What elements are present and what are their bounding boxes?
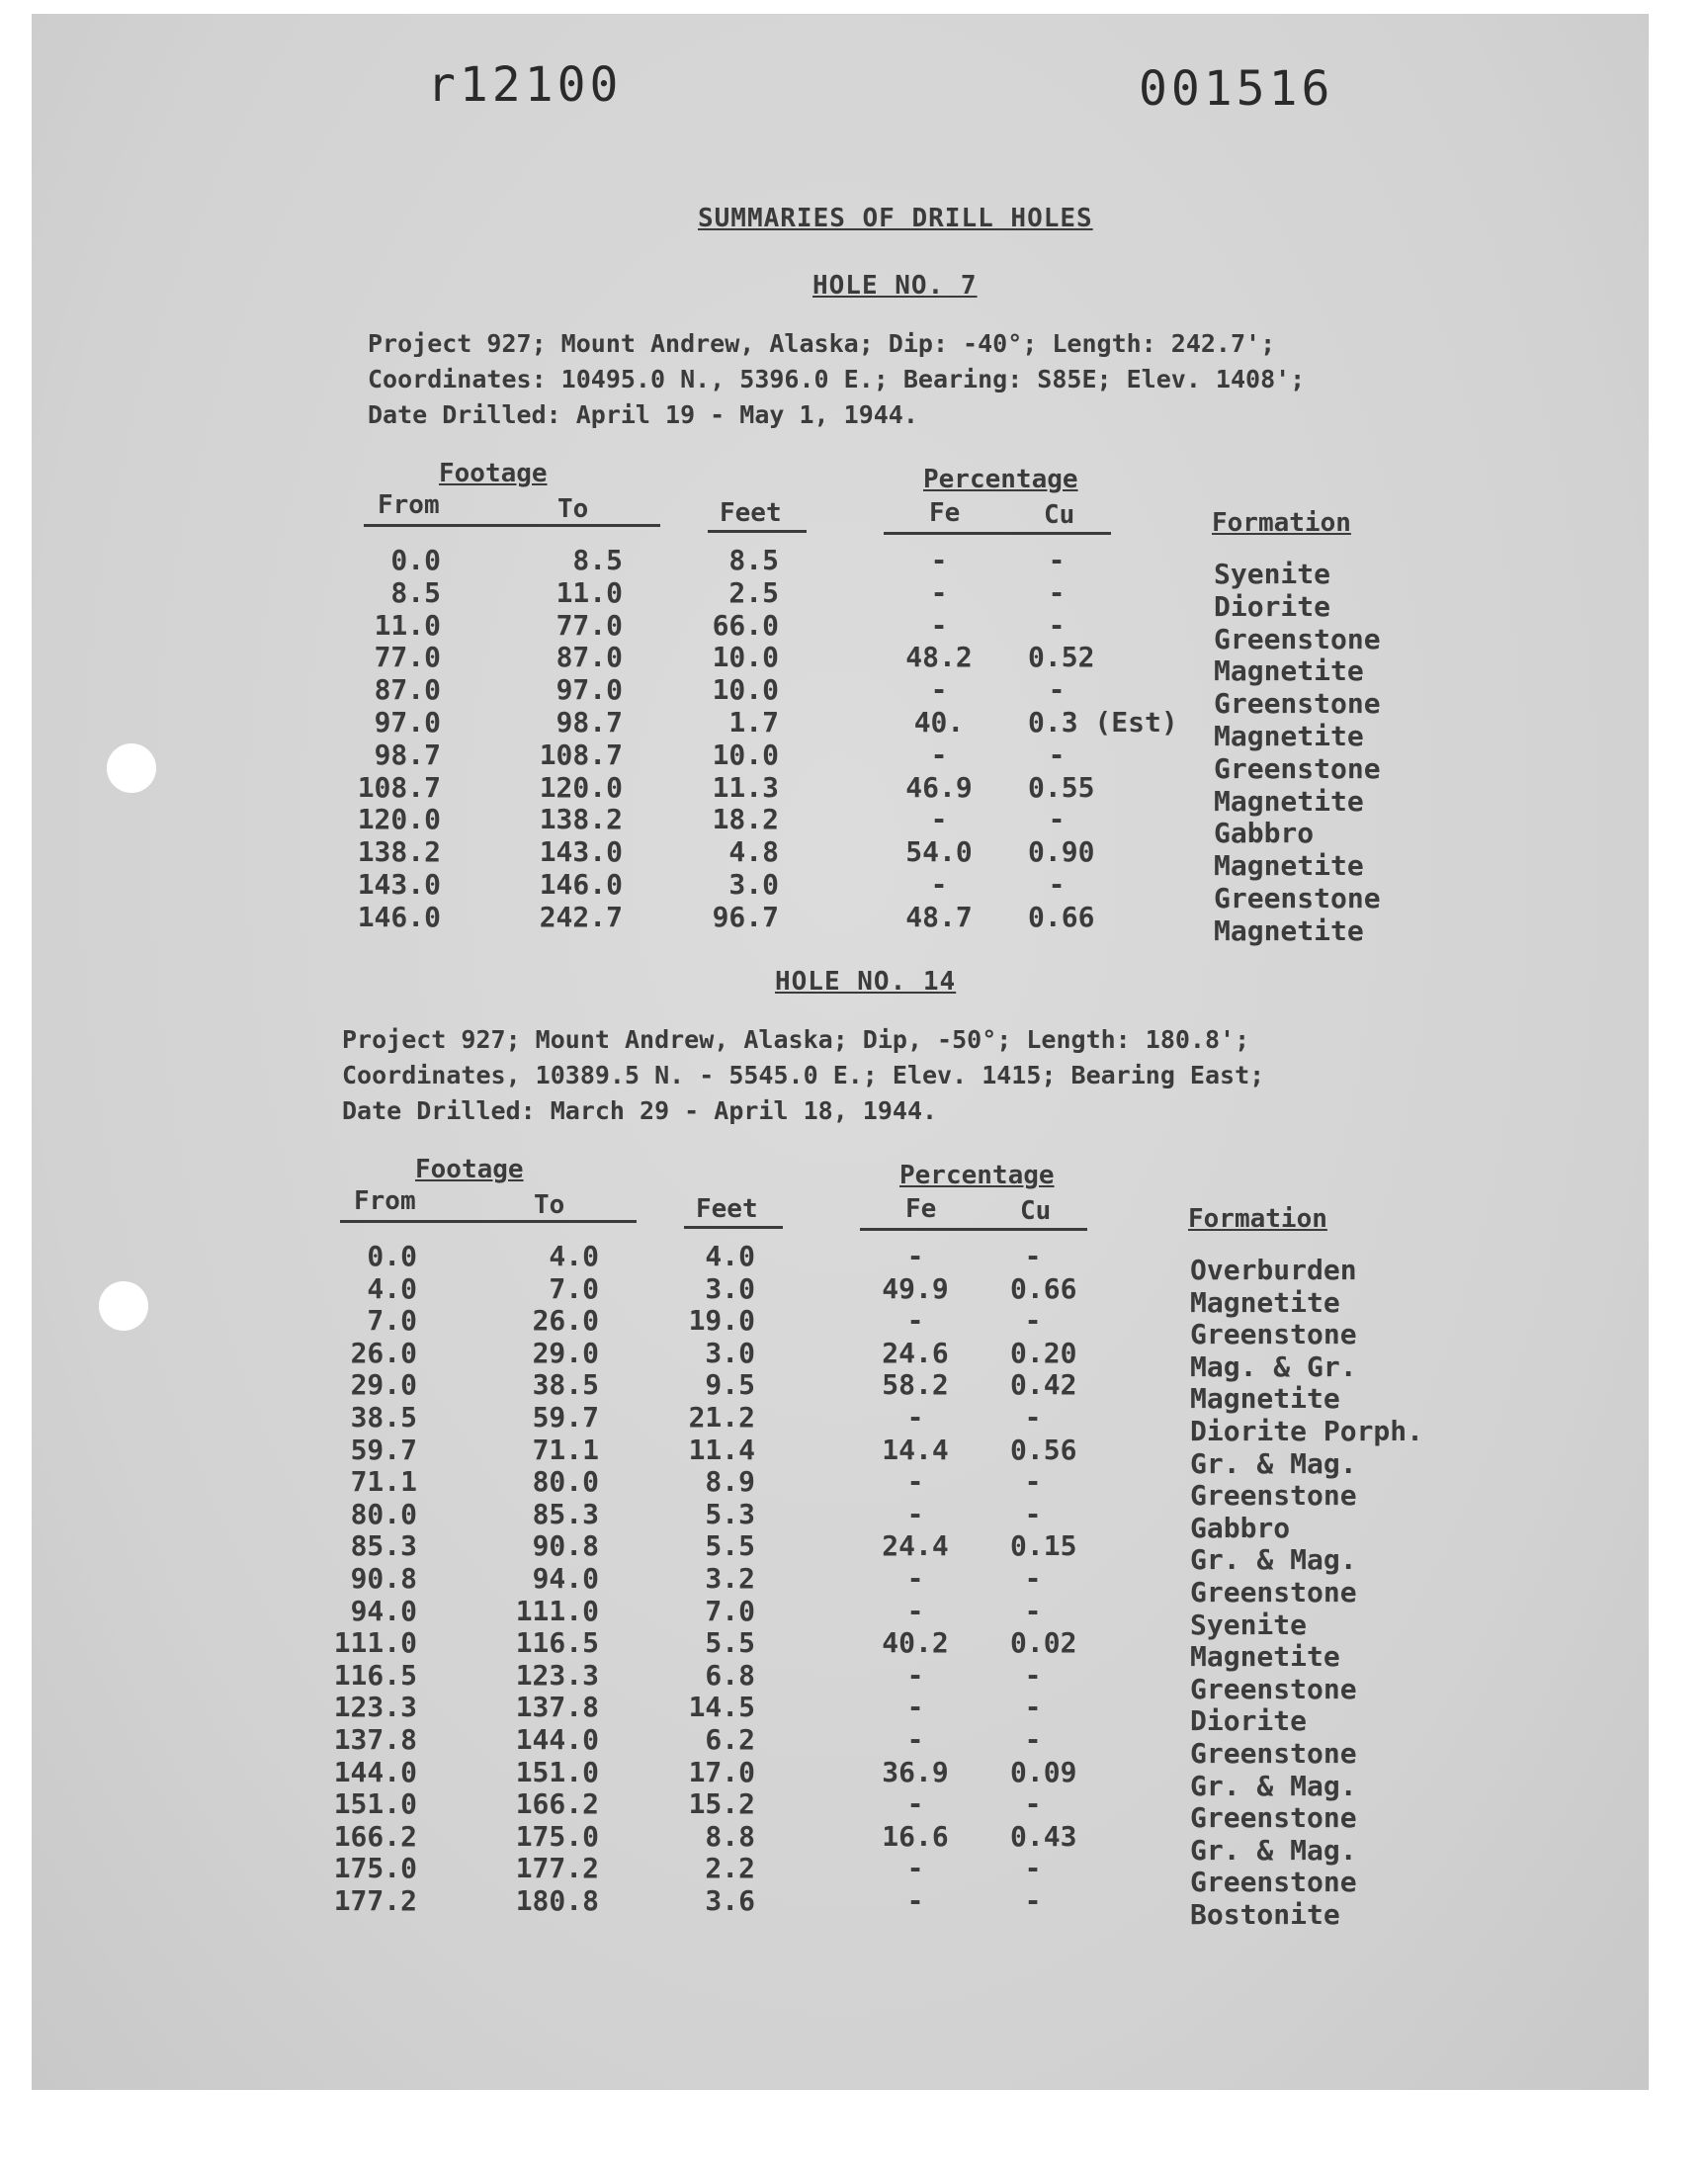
hole14-cell-to: 116.5 <box>515 1626 599 1660</box>
hole7-cell-feet: 10.0 <box>712 673 779 707</box>
hole14-cell-fe: 49.9 <box>882 1271 949 1305</box>
hole14-cell-feet: 8.9 <box>705 1465 755 1499</box>
hole14-cell-to: 4.0 <box>549 1240 599 1272</box>
hole14-cell-cu: - <box>1024 1497 1042 1530</box>
hole7-cell-fe: - <box>930 673 948 707</box>
hole7-cell-formation: Greenstone <box>1214 751 1381 785</box>
hole14-cell-feet: 4.0 <box>705 1240 755 1272</box>
hole7-cell-formation: Syenite <box>1214 558 1331 590</box>
hole14-cell-from: 123.3 <box>333 1691 417 1724</box>
hole14-cell-fe: - <box>906 1852 924 1885</box>
hole14-cell-formation: Magnetite <box>1190 1285 1340 1319</box>
hole7-cell-from: 11.0 <box>374 608 441 642</box>
hole14-cell-fe: - <box>906 1240 924 1272</box>
hole14-cell-formation: Gr. & Mag. <box>1190 1446 1357 1480</box>
hole7-cell-fe: 48.7 <box>905 900 973 933</box>
hole7-cell-fe: - <box>930 544 948 576</box>
hole14-cell-cu: - <box>1024 1562 1042 1595</box>
hole7-cell-fe: - <box>930 738 948 771</box>
hole14-cell-cu: - <box>1024 1787 1042 1821</box>
hole14-cell-cu: 0.20 <box>1010 1336 1077 1369</box>
hole14-cell-formation: Magnetite <box>1190 1382 1340 1416</box>
hole7-cell-from: 146.0 <box>357 900 441 933</box>
hole7-cell-to: 146.0 <box>539 868 623 901</box>
hole14-cell-formation: Greenstone <box>1190 1318 1357 1351</box>
hole7-cell-to: 138.2 <box>539 803 623 836</box>
hole14-from-header: From <box>354 1186 416 1216</box>
hole7-cell-feet: 10.0 <box>712 738 779 771</box>
hole14-cell-fe: - <box>906 1723 924 1756</box>
hole14-heading: HOLE NO. 14 <box>775 967 957 997</box>
hole14-cell-to: 94.0 <box>532 1562 599 1595</box>
hole14-cell-fe: - <box>906 1465 924 1499</box>
hole14-cell-from: 144.0 <box>333 1755 417 1788</box>
hole7-cell-cu: 0.66 <box>1028 900 1095 933</box>
hole14-cell-feet: 3.0 <box>705 1271 755 1305</box>
hole14-cell-cu: 0.42 <box>1010 1368 1077 1402</box>
hole14-cell-fe: - <box>906 1594 924 1627</box>
hole14-cell-feet: 5.5 <box>705 1529 755 1563</box>
hole7-cell-from: 8.5 <box>390 575 441 609</box>
hole14-cell-fe: - <box>906 1497 924 1530</box>
hole14-cell-from: 26.0 <box>350 1336 417 1369</box>
punch-hole-lower <box>99 1281 148 1331</box>
hole14-cell-to: 90.8 <box>532 1529 599 1563</box>
hole7-cell-to: 87.0 <box>555 641 623 674</box>
hole7-cell-from: 108.7 <box>357 770 441 804</box>
hole14-cell-to: 71.1 <box>532 1433 599 1466</box>
stamp-right-number: 001516 <box>1139 61 1334 117</box>
hole14-cell-cu: 0.56 <box>1010 1433 1077 1466</box>
hole14-cell-fe: - <box>906 1562 924 1595</box>
hole7-cell-cu: - <box>1048 608 1066 642</box>
hole14-cell-cu: - <box>1024 1658 1042 1692</box>
hole14-cell-from: 116.5 <box>333 1658 417 1692</box>
hole14-fe-header: Fe <box>905 1194 937 1224</box>
hole14-cell-from: 71.1 <box>350 1465 417 1499</box>
hole7-cell-formation: Gabbro <box>1214 817 1315 850</box>
hole14-cell-fe: 40.2 <box>882 1626 949 1660</box>
hole7-cell-cu: - <box>1048 738 1066 771</box>
hole7-cell-cu: 0.55 <box>1028 770 1095 804</box>
hole14-cell-feet: 3.2 <box>705 1562 755 1595</box>
hole7-cell-formation: Magnetite <box>1214 784 1364 818</box>
hole7-cell-formation: Magnetite <box>1214 849 1364 883</box>
hole7-cell-to: 108.7 <box>539 738 623 771</box>
hole14-cell-cu: - <box>1024 1852 1042 1885</box>
hole14-cell-formation: Mag. & Gr. <box>1190 1349 1357 1383</box>
hole7-feet-rule <box>708 530 807 533</box>
hole14-cell-feet: 2.2 <box>705 1852 755 1885</box>
hole14-cell-formation: Magnetite <box>1190 1640 1340 1674</box>
hole7-cu-header: Cu <box>1044 500 1075 530</box>
hole14-cell-to: 177.2 <box>515 1852 599 1885</box>
hole7-cell-fe: - <box>930 803 948 836</box>
hole14-cell-to: 144.0 <box>515 1723 599 1756</box>
hole7-heading: HOLE NO. 7 <box>812 271 978 301</box>
hole14-cell-feet: 9.5 <box>705 1368 755 1402</box>
hole7-cell-cu: - <box>1048 575 1066 609</box>
hole14-cell-from: 137.8 <box>333 1723 417 1756</box>
hole14-cell-from: 0.0 <box>367 1240 417 1272</box>
hole14-cell-to: 59.7 <box>532 1401 599 1434</box>
hole14-cell-cu: - <box>1024 1884 1042 1917</box>
hole7-cell-cu: 0.90 <box>1028 835 1095 869</box>
hole14-cell-cu: - <box>1024 1691 1042 1724</box>
hole14-cell-formation: Diorite <box>1190 1704 1308 1738</box>
hole7-cell-to: 143.0 <box>539 835 623 869</box>
hole7-info-line1: Project 927; Mount Andrew, Alaska; Dip: -40°; Length: 242.7'; <box>368 329 1276 358</box>
hole7-cell-formation: Magnetite <box>1214 654 1364 688</box>
hole14-cell-to: 26.0 <box>532 1304 599 1338</box>
hole7-cell-cu: - <box>1048 868 1066 901</box>
hole7-cell-feet: 66.0 <box>712 608 779 642</box>
hole14-info-line2: Coordinates, 10389.5 N. - 5545.0 E.; Elev. 1415; Bearing East; <box>342 1061 1265 1089</box>
hole7-cell-feet: 3.0 <box>728 868 779 901</box>
hole14-cell-fe: 16.6 <box>882 1819 949 1853</box>
hole7-cell-formation: Greenstone <box>1214 687 1381 721</box>
hole14-cell-from: 90.8 <box>350 1562 417 1595</box>
hole14-footage-rule <box>340 1220 637 1223</box>
hole7-cell-feet: 11.3 <box>712 770 779 804</box>
hole7-cell-formation: Magnetite <box>1214 720 1364 752</box>
hole14-cell-formation: Overburden <box>1190 1254 1357 1286</box>
hole14-cell-cu: 0.43 <box>1010 1819 1077 1853</box>
hole14-cell-feet: 6.8 <box>705 1658 755 1692</box>
hole14-cell-from: 29.0 <box>350 1368 417 1402</box>
hole14-cell-fe: - <box>906 1884 924 1917</box>
hole14-cell-fe: - <box>906 1787 924 1821</box>
punch-hole-upper <box>107 743 156 793</box>
hole14-cell-feet: 5.5 <box>705 1626 755 1660</box>
hole14-percentage-rule <box>860 1228 1087 1231</box>
hole7-formation-header: Formation <box>1212 508 1351 538</box>
document-page <box>32 14 1649 2090</box>
hole14-cell-from: 80.0 <box>350 1497 417 1530</box>
hole7-cell-from: 0.0 <box>390 544 441 576</box>
hole14-cell-formation: Gabbro <box>1190 1511 1291 1544</box>
hole14-cell-to: 38.5 <box>532 1368 599 1402</box>
hole14-cell-formation: Greenstone <box>1190 1576 1357 1609</box>
hole14-cell-feet: 3.6 <box>705 1884 755 1917</box>
hole7-cell-feet: 2.5 <box>728 575 779 609</box>
hole14-cell-cu: - <box>1024 1465 1042 1499</box>
hole7-info-line3: Date Drilled: April 19 - May 1, 1944. <box>368 400 918 429</box>
hole14-cell-fe: - <box>906 1304 924 1338</box>
hole14-cell-formation: Gr. & Mag. <box>1190 1833 1357 1867</box>
hole14-cell-from: 7.0 <box>367 1304 417 1338</box>
hole7-cell-to: 97.0 <box>555 673 623 707</box>
hole14-cell-to: 137.8 <box>515 1691 599 1724</box>
hole14-cell-to: 166.2 <box>515 1787 599 1821</box>
hole14-cell-feet: 11.4 <box>688 1433 755 1466</box>
hole14-cell-cu: - <box>1024 1401 1042 1434</box>
hole14-cell-from: 151.0 <box>333 1787 417 1821</box>
hole14-cell-from: 94.0 <box>350 1594 417 1627</box>
hole14-cell-formation: Bostonite <box>1190 1898 1340 1931</box>
hole14-percentage-header: Percentage <box>899 1161 1055 1190</box>
hole14-cell-feet: 7.0 <box>705 1594 755 1627</box>
hole14-cell-formation: Gr. & Mag. <box>1190 1543 1357 1577</box>
hole7-cell-formation: Greenstone <box>1214 882 1381 914</box>
hole7-cell-from: 143.0 <box>357 868 441 901</box>
hole14-cell-formation: Syenite <box>1190 1608 1308 1641</box>
hole7-footage-rule <box>364 524 660 527</box>
hole7-cell-formation: Magnetite <box>1214 914 1364 947</box>
hole7-cell-to: 8.5 <box>572 544 623 576</box>
hole7-from-header: From <box>378 490 440 520</box>
hole7-cell-from: 98.7 <box>374 738 441 771</box>
hole7-cell-feet: 1.7 <box>728 706 779 739</box>
hole14-cell-cu: - <box>1024 1240 1042 1272</box>
hole14-cell-formation: Gr. & Mag. <box>1190 1769 1357 1802</box>
hole7-cell-formation: Diorite <box>1214 589 1331 623</box>
hole14-feet-rule <box>684 1226 783 1229</box>
hole14-cell-fe: 14.4 <box>882 1433 949 1466</box>
hole14-cell-to: 175.0 <box>515 1819 599 1853</box>
hole14-cell-from: 111.0 <box>333 1626 417 1660</box>
hole7-cell-cu: - <box>1048 544 1066 576</box>
hole7-cell-formation: Greenstone <box>1214 622 1381 655</box>
hole7-cell-feet: 10.0 <box>712 641 779 674</box>
hole14-cell-formation: Greenstone <box>1190 1866 1357 1899</box>
hole7-cell-feet: 8.5 <box>728 544 779 576</box>
hole14-cell-fe: - <box>906 1658 924 1692</box>
hole7-cell-fe: 46.9 <box>905 770 973 804</box>
hole14-cell-cu: 0.09 <box>1010 1755 1077 1788</box>
hole14-cell-formation: Greenstone <box>1190 1672 1357 1705</box>
hole7-cell-cu: 0.52 <box>1028 641 1095 674</box>
hole14-cell-from: 166.2 <box>333 1819 417 1853</box>
hole14-cu-header: Cu <box>1020 1196 1052 1226</box>
hole14-cell-to: 111.0 <box>515 1594 599 1627</box>
hole14-cell-to: 151.0 <box>515 1755 599 1788</box>
hole7-cell-cu: 0.3 (Est) <box>1028 706 1178 739</box>
hole7-to-header: To <box>557 494 589 524</box>
hole14-cell-feet: 5.3 <box>705 1497 755 1530</box>
hole14-footage-header: Footage <box>415 1155 524 1184</box>
hole7-info-line2: Coordinates: 10495.0 N., 5396.0 E.; Bearing: S85E; Elev. 1408'; <box>368 365 1306 393</box>
hole7-cell-to: 120.0 <box>539 770 623 804</box>
hole14-cell-to: 180.8 <box>515 1884 599 1917</box>
stamp-left-number: r12100 <box>427 57 623 113</box>
hole7-cell-from: 138.2 <box>357 835 441 869</box>
hole7-feet-header: Feet <box>720 498 782 528</box>
hole14-cell-to: 29.0 <box>532 1336 599 1369</box>
hole7-cell-fe: 48.2 <box>905 641 973 674</box>
hole14-cell-feet: 3.0 <box>705 1336 755 1369</box>
hole14-cell-fe: 24.4 <box>882 1529 949 1563</box>
hole14-cell-from: 177.2 <box>333 1884 417 1917</box>
hole14-cell-cu: - <box>1024 1304 1042 1338</box>
hole14-cell-formation: Greenstone <box>1190 1479 1357 1513</box>
hole14-cell-feet: 21.2 <box>688 1401 755 1434</box>
hole7-cell-fe: 54.0 <box>905 835 973 869</box>
hole7-cell-from: 97.0 <box>374 706 441 739</box>
hole14-feet-header: Feet <box>696 1194 758 1224</box>
hole7-fe-header: Fe <box>929 498 961 528</box>
hole14-cell-fe: 24.6 <box>882 1336 949 1369</box>
hole14-info-line3: Date Drilled: March 29 - April 18, 1944. <box>342 1096 938 1125</box>
hole14-cell-from: 85.3 <box>350 1529 417 1563</box>
hole7-cell-feet: 4.8 <box>728 835 779 869</box>
hole14-info-line1: Project 927; Mount Andrew, Alaska; Dip, -50°; Length: 180.8'; <box>342 1025 1250 1054</box>
hole14-cell-fe: - <box>906 1691 924 1724</box>
hole7-cell-to: 77.0 <box>555 608 623 642</box>
hole7-cell-from: 120.0 <box>357 803 441 836</box>
hole7-cell-to: 11.0 <box>555 575 623 609</box>
hole14-cell-from: 59.7 <box>350 1433 417 1466</box>
hole7-percentage-rule <box>884 532 1111 535</box>
hole14-cell-to: 85.3 <box>532 1497 599 1530</box>
hole14-cell-to: 80.0 <box>532 1465 599 1499</box>
hole14-cell-to: 7.0 <box>549 1271 599 1305</box>
hole14-cell-formation: Greenstone <box>1190 1801 1357 1835</box>
hole14-cell-formation: Greenstone <box>1190 1737 1357 1770</box>
page-title: SUMMARIES OF DRILL HOLES <box>698 204 1093 233</box>
hole7-cell-to: 98.7 <box>555 706 623 739</box>
hole14-cell-from: 175.0 <box>333 1852 417 1885</box>
hole14-cell-feet: 17.0 <box>688 1755 755 1788</box>
hole7-cell-from: 77.0 <box>374 641 441 674</box>
hole14-cell-from: 4.0 <box>367 1271 417 1305</box>
hole7-cell-feet: 18.2 <box>712 803 779 836</box>
hole14-cell-fe: 58.2 <box>882 1368 949 1402</box>
hole7-cell-fe: - <box>930 608 948 642</box>
hole14-to-header: To <box>534 1190 565 1220</box>
hole14-cell-cu: 0.02 <box>1010 1626 1077 1660</box>
hole7-footage-header: Footage <box>439 459 548 488</box>
hole7-cell-fe: - <box>930 868 948 901</box>
hole7-cell-fe: 40. <box>913 706 965 739</box>
hole14-cell-cu: - <box>1024 1594 1042 1627</box>
hole14-cell-feet: 14.5 <box>688 1691 755 1724</box>
hole7-cell-cu: - <box>1048 803 1066 836</box>
hole14-formation-header: Formation <box>1188 1204 1327 1234</box>
hole14-cell-feet: 15.2 <box>688 1787 755 1821</box>
hole7-cell-fe: - <box>930 575 948 609</box>
hole14-cell-feet: 8.8 <box>705 1819 755 1853</box>
hole14-cell-cu: 0.66 <box>1010 1271 1077 1305</box>
hole14-cell-from: 38.5 <box>350 1401 417 1434</box>
hole7-cell-from: 87.0 <box>374 673 441 707</box>
hole14-cell-fe: - <box>906 1401 924 1434</box>
hole14-cell-cu: 0.15 <box>1010 1529 1077 1563</box>
hole7-cell-feet: 96.7 <box>712 900 779 933</box>
hole7-percentage-header: Percentage <box>923 465 1078 494</box>
hole14-cell-fe: 36.9 <box>882 1755 949 1788</box>
hole14-cell-to: 123.3 <box>515 1658 599 1692</box>
hole14-cell-feet: 6.2 <box>705 1723 755 1756</box>
hole7-cell-to: 242.7 <box>539 900 623 933</box>
hole14-cell-formation: Diorite Porph. <box>1190 1415 1424 1447</box>
hole14-cell-feet: 19.0 <box>688 1304 755 1338</box>
hole7-cell-cu: - <box>1048 673 1066 707</box>
hole14-cell-cu: - <box>1024 1723 1042 1756</box>
